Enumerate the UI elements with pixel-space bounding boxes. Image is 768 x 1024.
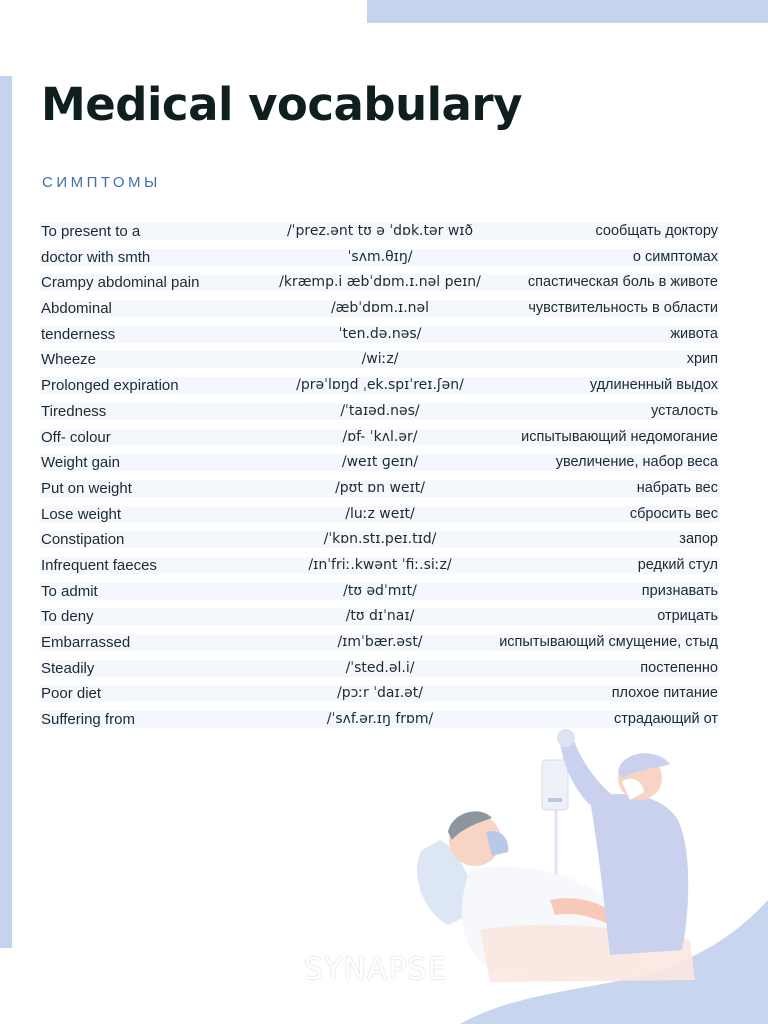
- vocab-transcription: /pɔːr ˈdaɪ.ət/: [336, 685, 423, 702]
- vocab-row: [40, 476, 719, 502]
- synapse-logo: SYNAPSE: [304, 952, 448, 987]
- vocab-term: Infrequent faeces: [41, 556, 157, 574]
- vocab-term: Weight gain: [41, 454, 120, 472]
- vocab-transcription: /wiːz/: [361, 351, 399, 368]
- vocab-row: [40, 656, 719, 682]
- vocab-row: [40, 450, 719, 476]
- vocab-transcription: /tʊ dɪˈnaɪ/: [345, 608, 415, 625]
- vocab-term: doctor with smth: [41, 248, 151, 266]
- vocab-transcription: ˈten.də.nəs/: [338, 325, 422, 342]
- vocab-transcription: /weɪt ɡeɪn/: [341, 454, 419, 471]
- vocab-translation: набрать вес: [636, 479, 718, 496]
- vocab-transcription: /ˈsʌf.ər.ɪŋ frɒm/: [326, 711, 434, 728]
- doctor-hand: [557, 729, 575, 747]
- vocab-term: Poor diet: [41, 685, 102, 703]
- vocab-translation: сбросить вес: [629, 505, 718, 522]
- vocab-row: [40, 425, 719, 451]
- vocab-transcription: /ɪnˈfriː.kwənt ˈfiː.siːz/: [308, 556, 452, 573]
- vocab-row: [40, 502, 719, 528]
- vocab-term: Put on weight: [41, 479, 132, 497]
- vocab-translation: живота: [670, 325, 718, 342]
- vocab-translation: запор: [679, 531, 718, 548]
- vocab-translation: удлиненный выдох: [589, 377, 718, 394]
- vocab-term: Lose weight: [41, 505, 122, 523]
- doctor-patient-illustration: [400, 720, 768, 1024]
- vocab-translation: признавать: [641, 582, 718, 599]
- vocab-row: [40, 553, 719, 579]
- vocab-translation: испытывающий смущение, стыд: [499, 634, 718, 650]
- vocab-transcription: /kræmp.i æbˈdɒm.ɪ.nəl peɪn/: [279, 274, 481, 291]
- vocab-translation: отрицать: [657, 608, 718, 625]
- vocab-transcription: /ˈkɒn.stɪ.peɪ.tɪd/: [323, 531, 437, 548]
- iv-bag-label: [548, 798, 562, 802]
- vocab-term: Prolonged expiration: [41, 377, 179, 395]
- vocab-transcription: /tʊ ədˈmɪt/: [343, 582, 417, 599]
- section-subtitle: СИМПТОМЫ: [42, 174, 161, 191]
- vocab-row: [40, 630, 719, 656]
- left-decorative-bar: [0, 76, 12, 948]
- vocab-row: [40, 245, 719, 271]
- vocab-transcription: /æbˈdɒm.ɪ.nəl: [330, 300, 430, 317]
- vocab-row: [40, 604, 719, 630]
- vocab-row: [40, 296, 719, 322]
- vocab-transcription: /ˈprez.ənt tʊ ə ˈdɒk.tər wɪð: [286, 223, 474, 239]
- vocab-translation: сообщать доктору: [595, 223, 718, 239]
- vocab-term: tenderness: [41, 325, 116, 343]
- vocab-translation: страдающий от: [614, 711, 718, 728]
- vocab-term: Suffering from: [41, 711, 135, 729]
- vocab-term: Tiredness: [41, 402, 107, 420]
- vocab-transcription: ˈsʌm.θɪŋ/: [347, 248, 413, 265]
- vocab-translation: постепенно: [640, 659, 718, 676]
- vocab-term: Abdominal: [41, 300, 112, 318]
- vocab-term: Off- colour: [41, 428, 111, 446]
- top-decorative-bar: [367, 0, 768, 23]
- vocab-row: [40, 373, 719, 399]
- vocab-translation: испытывающий недомогание: [521, 428, 718, 445]
- vocab-transcription: /ɪmˈbær.əst/: [337, 634, 423, 650]
- vocab-term: To deny: [41, 608, 94, 626]
- vocab-translation: редкий стул: [637, 556, 718, 573]
- vocabulary-table: [40, 219, 719, 733]
- vocab-transcription: /prəˈlɒŋd ˌek.spɪˈreɪ.ʃən/: [296, 377, 464, 394]
- vocab-row: [40, 322, 719, 348]
- vocab-term: Crampy abdominal pain: [41, 274, 200, 292]
- vocab-transcription: /ˈsted.əl.i/: [345, 659, 415, 676]
- iv-bag: [542, 760, 568, 810]
- vocab-row: [40, 399, 719, 425]
- vocab-translation: увеличение, набор веса: [555, 454, 718, 471]
- vocab-row: [40, 219, 719, 245]
- vocab-translation: чувствительность в области: [528, 300, 718, 317]
- vocab-transcription: /luːz weɪt/: [345, 505, 415, 522]
- vocab-row: [40, 270, 719, 296]
- vocab-transcription: /pʊt ɒn weɪt/: [335, 479, 425, 496]
- vocab-row: [40, 347, 719, 373]
- vocab-row: [40, 527, 719, 553]
- vocab-translation: о симптомах: [632, 248, 718, 265]
- vocab-term: Embarrassed: [41, 634, 131, 651]
- vocab-translation: плохое питание: [611, 685, 718, 702]
- vocab-term: Steadily: [41, 659, 95, 677]
- page-title: Medical vocabulary: [41, 78, 522, 131]
- vocab-row: [40, 579, 719, 605]
- vocab-translation: усталость: [650, 402, 718, 419]
- vocab-row: [40, 681, 719, 707]
- vocab-term: Constipation: [41, 531, 125, 549]
- vocab-term: Wheeze: [41, 351, 97, 369]
- vocab-translation: спастическая боль в животе: [527, 274, 718, 291]
- vocab-translation: хрип: [686, 351, 718, 368]
- vocab-transcription: /ˈtaɪəd.nəs/: [340, 402, 420, 419]
- vocab-term: To admit: [41, 582, 98, 600]
- vocab-term: To present to a: [41, 223, 141, 240]
- vocab-transcription: /ɒf- ˈkʌl.ər/: [342, 428, 418, 445]
